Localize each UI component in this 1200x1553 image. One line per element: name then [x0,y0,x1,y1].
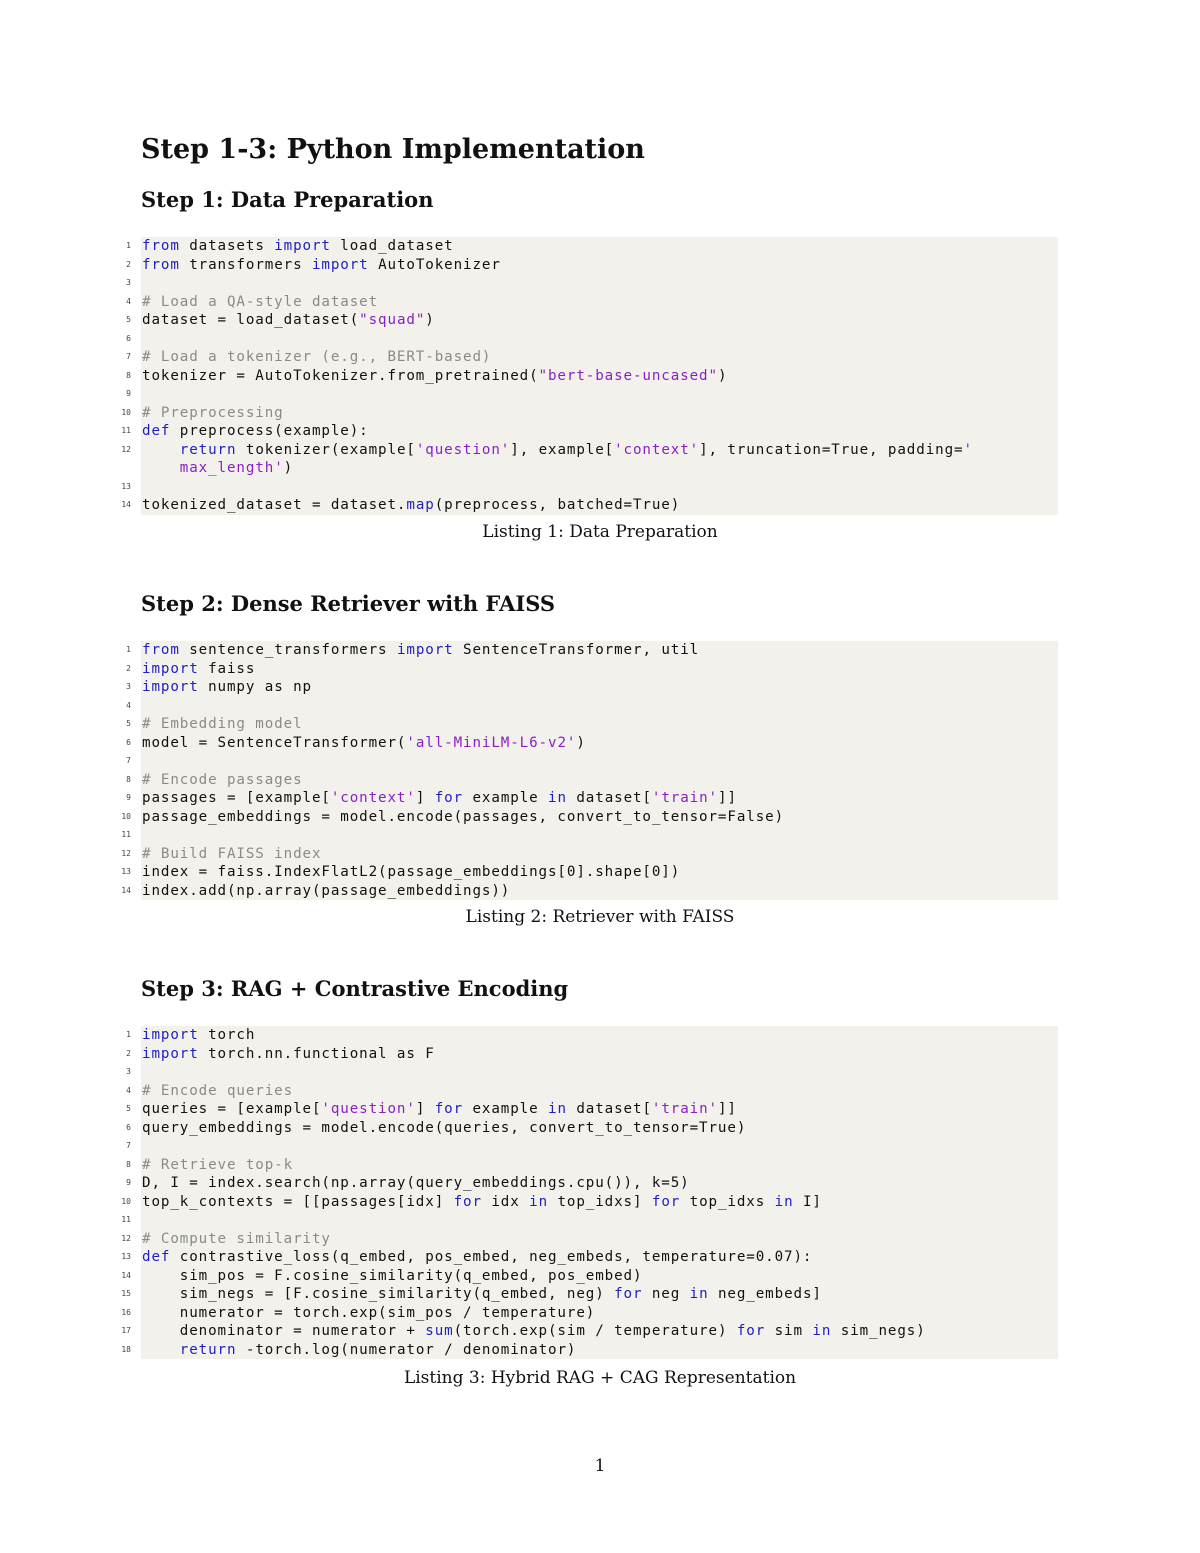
code-token: index = faiss.IndexFlatL2(passage_embeddings[0].shape[0]) [142,864,681,880]
code-text [141,1342,576,1358]
code-line [126,1174,1058,1193]
code-string: 'context' [614,441,700,458]
code-token: ) [283,460,294,476]
code-token: passages = [example[ [142,790,331,806]
line-number: 4 [126,296,131,306]
code-token [142,442,180,458]
code-text [141,423,369,439]
code-token: query_embeddings = model.encode(queries, convert_to_tensor=True) [142,1119,747,1136]
code-keyword: def [142,423,171,439]
code-keyword: for [614,1286,643,1302]
code-keyword: import [274,238,331,254]
code-line [126,1100,1058,1119]
line-number: 16 [121,1307,131,1317]
code-token: (preprocess, batched=True) [434,497,681,513]
line-number: 8 [126,774,131,784]
line-number: 12 [121,848,131,858]
code-keyword: return [179,1341,237,1358]
code-text [141,735,586,751]
code-token: sim [765,1323,813,1339]
code-keyword: import [142,660,199,677]
code-string: 'question' [415,441,511,458]
code-token: sim_negs) [831,1323,926,1339]
code-token: ]] [718,790,737,806]
code-token: numerator = torch.exp(sim_pos / temperature) [142,1304,596,1321]
line-number: 14 [121,500,131,509]
code-text [141,1286,822,1302]
code-keyword: for [651,1193,681,1210]
code-line [121,422,1058,441]
code-string: "squad" [359,312,426,328]
code-keyword: in [689,1286,709,1302]
code-text [141,331,142,347]
code-text [141,349,491,365]
code-comment: # Encode passages [142,771,303,788]
line-number: 2 [126,663,131,673]
code-comment: # Preprocessing [142,404,284,421]
line-number: 10 [121,407,131,417]
code-text [141,1305,595,1321]
code-comment: # Encode queries [142,1082,294,1099]
code-string: 'all-MiniLM-L6-v2' [406,734,577,751]
code-token: SentenceTransformer, util [453,642,700,658]
code-token: ) [576,734,586,751]
line-number: 6 [126,333,131,343]
line-number: 15 [121,1289,131,1298]
code-string: 'train' [651,1101,718,1117]
code-line [121,1267,1058,1286]
line-number: 7 [126,352,131,361]
code-token: torch.nn.functional as F [198,1045,435,1062]
code-token: D, I = index.search(np.array(query_embeddings.cpu()), k=5) [142,1175,690,1191]
code-listing-1 [121,237,1058,515]
code-line [121,826,1058,845]
code-token: model = SentenceTransformer( [142,734,407,751]
code-line [126,715,1058,734]
code-line [121,845,1058,864]
code-keyword: for [434,790,464,806]
code-line [126,734,1058,753]
code-line [126,771,1058,790]
code-line [126,1063,1058,1082]
code-token: contrastive_loss(q_embed, pos_embed, neg_embeds, temperature=0.07): [170,1249,813,1265]
code-listing-3 [121,1026,1058,1359]
code-token: dataset[ [566,1101,652,1117]
code-text [141,698,142,714]
line-number: 3 [126,682,131,691]
line-number: 11 [121,426,131,435]
code-token: dataset = load_dataset( [142,312,360,328]
code-token: tokenizer = AutoTokenizer.from_pretrained( [142,367,539,384]
code-line [121,1211,1058,1230]
code-token: queries = [example[ [142,1101,322,1117]
code-keyword: for [453,1193,482,1210]
code-token: dataset[ [566,790,652,806]
line-number: 8 [126,1159,131,1169]
code-token: ) [425,312,435,328]
code-comment: # Load a QA-style dataset [142,293,379,310]
code-text [141,1083,293,1099]
code-token: (torch.exp(sim / temperature) [453,1323,737,1339]
code-text [141,790,737,806]
line-number: 14 [121,885,131,895]
code-token: ] [415,1101,435,1117]
code-line [126,1026,1058,1045]
code-token: datasets [179,238,275,254]
code-line [121,863,1058,882]
code-keyword: for [434,1101,464,1117]
code-token: top_k_contexts = [[passages[idx] [142,1193,454,1210]
line-number: 2 [126,259,131,269]
code-token: example [463,790,549,806]
code-comment: # Compute similarity [142,1230,331,1247]
code-line [126,1082,1058,1101]
code-keyword: from [142,238,180,254]
line-number: 7 [126,1141,131,1150]
code-token: ] [415,790,435,806]
code-keyword: for [736,1323,766,1339]
code-line [126,1119,1058,1138]
code-comment: # Embedding model [142,716,303,732]
code-text [141,809,784,825]
code-text [141,772,303,788]
code-token: idx [481,1193,530,1210]
line-number: 11 [121,1215,131,1224]
listing-caption-3: Listing 3: Hybrid RAG + CAG Representation [403,1368,797,1388]
code-line [121,1341,1058,1360]
code-token: neg_embeds] [708,1286,822,1302]
line-number: 6 [126,737,131,747]
code-token: top_idxs] [548,1193,652,1210]
line-number: 13 [121,481,131,491]
code-text [141,405,284,421]
code-text [141,1120,746,1136]
code-keyword: from [142,642,180,658]
code-line [121,478,1058,497]
code-keyword: return [179,441,237,458]
code-comment: # Build FAISS index [142,845,322,862]
listing-caption-1: Listing 1: Data Preparation [482,522,718,542]
code-text [141,460,293,476]
code-line [126,660,1058,679]
code-text [141,275,142,291]
code-keyword: from [142,256,180,273]
line-number: 8 [126,370,131,380]
line-number: 10 [121,811,131,821]
code-line [126,311,1058,330]
code-token: sentence_transformers [179,642,397,658]
code-text [141,1268,642,1284]
line-number: 4 [126,700,131,710]
code-string: ' [963,441,973,458]
code-token: tokenized_dataset = dataset. [142,497,407,513]
code-line [121,404,1058,423]
code-token: passage_embeddings = model.encode(passages, convert_to_tensor=False) [142,808,785,825]
code-text [141,1249,812,1265]
code-keyword: import [142,679,199,695]
line-number: 3 [126,1067,131,1076]
code-text [141,1231,331,1247]
code-text [141,1323,926,1339]
code-token: example [463,1101,549,1117]
line-number: 3 [126,278,131,287]
line-number: 1 [126,241,131,250]
code-line [126,385,1058,404]
code-text [141,238,454,254]
code-string: 'question' [321,1101,416,1117]
code-token: top_idxs [680,1193,775,1210]
code-line [141,459,1058,478]
code-line [126,367,1058,386]
code-text [141,1175,690,1191]
section-heading-step-1: Step 1: Data Preparation [141,187,434,212]
code-keyword: map [406,497,435,513]
code-keyword: import [396,642,454,658]
code-text [141,1157,293,1173]
code-text [141,312,435,328]
code-keyword: sum [425,1323,454,1339]
code-token: I] [793,1193,822,1210]
code-line [121,1322,1058,1341]
line-number: 9 [126,389,131,398]
code-line [126,1137,1058,1156]
code-token: ], truncation=True, padding= [699,441,964,458]
code-text [141,1194,822,1210]
code-line [126,789,1058,808]
code-token: ]] [717,1101,737,1117]
code-token: transformers [179,256,312,273]
line-number: 5 [126,719,131,728]
line-number: 11 [121,830,131,839]
code-text [141,1027,255,1043]
line-number: 6 [126,1122,131,1132]
code-line [126,752,1058,771]
line-number: 1 [126,645,131,654]
line-number: 12 [121,1233,131,1243]
code-text [141,642,699,658]
code-line [126,293,1058,312]
code-text [141,716,303,732]
code-text [141,827,142,843]
line-number: 5 [126,1104,131,1113]
code-keyword: in [812,1323,832,1339]
code-token: torch [198,1027,256,1043]
code-text [141,1046,435,1062]
code-line [121,1304,1058,1323]
code-listing-2 [121,641,1058,900]
code-line [126,1045,1058,1064]
line-number: 14 [121,1270,131,1280]
code-text [141,479,142,495]
line-number: 4 [126,1085,131,1095]
code-text [141,846,321,862]
section-heading-step-3: Step 3: RAG + Contrastive Encoding [141,976,569,1001]
code-keyword: in [548,1101,567,1117]
code-keyword: import [311,256,369,273]
code-keyword: in [774,1193,794,1210]
code-comment: # Retrieve top-k [142,1156,294,1173]
page-title: Step 1-3: Python Implementation [141,134,645,165]
line-number: 2 [126,1048,131,1058]
line-number: 17 [121,1326,131,1335]
line-number: 9 [126,1178,131,1187]
code-token: load_dataset [330,238,454,254]
code-token: sim_negs = [F.cosine_similarity(q_embed, neg) [142,1286,615,1302]
code-text [141,294,378,310]
code-keyword: in [548,790,567,806]
code-token: ) [717,367,728,384]
code-string: 'train' [651,790,718,806]
code-text [141,497,680,513]
code-token: neg [642,1286,690,1302]
line-number: 5 [126,315,131,324]
code-line [126,1156,1058,1175]
code-text [141,257,501,273]
line-number: 13 [121,867,131,876]
code-text [141,661,255,677]
code-text [141,1212,142,1228]
code-token: index.add(np.array(passage_embeddings)) [142,882,511,899]
code-text [141,1064,142,1080]
code-text [141,883,510,899]
code-text [141,368,727,384]
code-line [126,641,1058,660]
code-line [126,256,1058,275]
code-token: preprocess(example): [170,423,369,439]
code-text [141,864,680,880]
code-line [121,808,1058,827]
code-token: faiss [198,660,256,677]
code-string: max_length' [179,460,284,476]
code-keyword: import [142,1045,199,1062]
code-token: AutoTokenizer [368,256,501,273]
line-number: 9 [126,793,131,802]
line-number: 7 [126,756,131,765]
code-keyword: def [142,1249,171,1265]
line-number: 1 [126,1030,131,1039]
code-line [126,678,1058,697]
page-number: 1 [594,1456,606,1476]
code-text [141,679,312,695]
code-token: -torch.log(numerator / denominator) [236,1341,577,1358]
code-token: tokenizer(example[ [236,441,416,458]
code-string: "bert-base-uncased" [538,367,718,384]
code-line [126,330,1058,349]
code-line [121,1248,1058,1267]
code-token: ], example[ [510,441,615,458]
line-number: 13 [121,1252,131,1261]
code-token: sim_pos = F.cosine_similarity(q_embed, pos_embed) [142,1267,643,1284]
code-text [141,1138,142,1154]
line-number: 10 [121,1196,131,1206]
code-line [126,274,1058,293]
code-token [142,460,180,476]
code-token [142,1342,180,1358]
code-line [121,1285,1058,1304]
listing-caption-2: Listing 2: Retriever with FAISS [465,907,735,927]
code-comment: # Load a tokenizer (e.g., BERT-based) [142,349,492,365]
code-line [126,348,1058,367]
code-keyword: in [529,1193,549,1210]
code-line [121,882,1058,901]
code-token: denominator = numerator + [142,1323,426,1339]
code-line [121,1230,1058,1249]
code-line [126,237,1058,256]
code-line [126,697,1058,716]
code-text [141,753,142,769]
code-line [121,496,1058,515]
code-string: 'context' [330,790,416,806]
code-text [141,442,973,458]
line-number: 12 [121,444,131,454]
code-line [121,1193,1058,1212]
code-text [141,1101,737,1117]
code-text [141,386,142,402]
code-keyword: import [142,1027,199,1043]
code-token: numpy as np [198,679,312,695]
code-line [121,441,1058,460]
section-heading-step-2: Step 2: Dense Retriever with FAISS [141,591,556,616]
line-number: 18 [121,1344,131,1354]
